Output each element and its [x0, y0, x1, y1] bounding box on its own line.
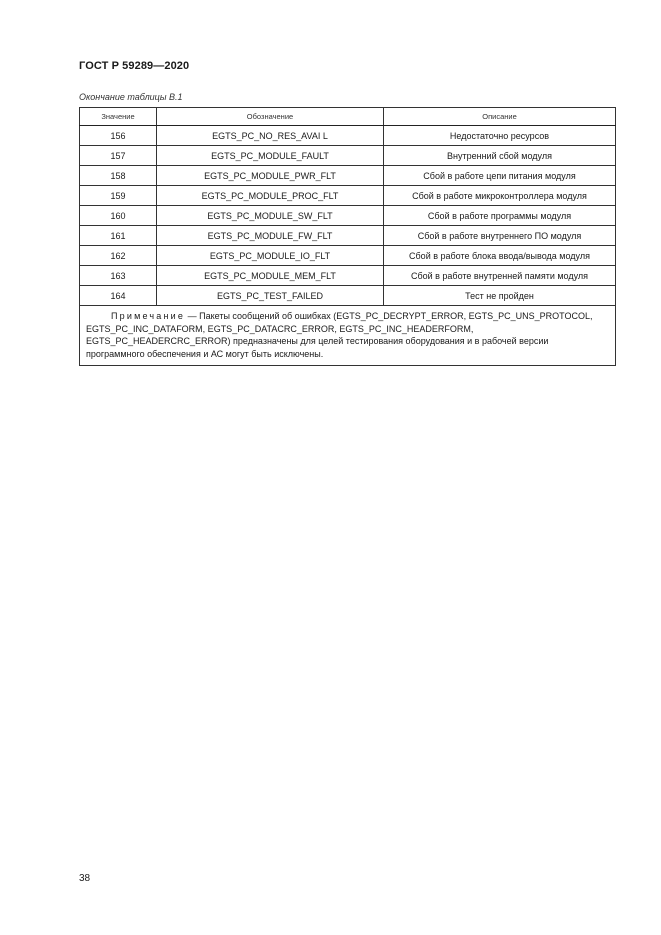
cell-description: Внутренний сбой модуля	[384, 146, 616, 166]
cell-value: 164	[80, 286, 157, 306]
column-header-value: Значение	[80, 108, 157, 126]
cell-code: EGTS_PC_MODULE_FAULT	[157, 146, 384, 166]
cell-code: EGTS_PC_MODULE_PWR_FLT	[157, 166, 384, 186]
cell-description: Сбой в работе микроконтроллера модуля	[384, 186, 616, 206]
cell-value: 160	[80, 206, 157, 226]
cell-description: Сбой в работе цепи питания модуля	[384, 166, 616, 186]
cell-code: EGTS_PC_NO_RES_AVAI L	[157, 126, 384, 146]
cell-description: Тест не пройден	[384, 286, 616, 306]
table-container	[79, 107, 615, 366]
table-row	[80, 226, 616, 246]
cell-description: Сбой в работе программы модуля	[384, 206, 616, 226]
error-codes-table	[79, 107, 616, 366]
cell-value: 156	[80, 126, 157, 146]
table-row	[80, 126, 616, 146]
cell-code: EGTS_PC_MODULE_IO_FLT	[157, 246, 384, 266]
table-row	[80, 166, 616, 186]
table-row	[80, 206, 616, 226]
cell-value: 158	[80, 166, 157, 186]
column-header-description: Описание	[384, 108, 616, 126]
cell-value: 161	[80, 226, 157, 246]
document-header: ГОСТ Р 59289—2020	[79, 60, 190, 72]
cell-description: Сбой в работе внутренней памяти модуля	[384, 266, 616, 286]
cell-description: Сбой в работе блока ввода/вывода модуля	[384, 246, 616, 266]
cell-code: EGTS_PC_MODULE_PROC_FLT	[157, 186, 384, 206]
table-caption: Окончание таблицы В.1	[79, 92, 183, 102]
cell-value: 159	[80, 186, 157, 206]
column-header-code: Обозначение	[157, 108, 384, 126]
note-label: Примечание	[111, 311, 186, 321]
cell-description: Недостаточно ресурсов	[384, 126, 616, 146]
table-row	[80, 266, 616, 286]
table-row	[80, 286, 616, 306]
cell-description: Сбой в работе внутреннего ПО модуля	[384, 226, 616, 246]
cell-value: 157	[80, 146, 157, 166]
cell-code: EGTS_PC_MODULE_FW_FLT	[157, 226, 384, 246]
table-note	[80, 306, 616, 366]
table-note-row	[80, 306, 616, 366]
table-header-row	[80, 108, 616, 126]
table-row	[80, 186, 616, 206]
cell-value: 162	[80, 246, 157, 266]
cell-code: EGTS_PC_TEST_FAILED	[157, 286, 384, 306]
note-text: — Пакеты сообщений об ошибках (EGTS_PC_DECRYPT_ERROR, EGTS_PC_UNS_PROTOCOL, EGTS_PC_INC_DATAFORM, EGTS_PC_DATACRC_ERROR, EGTS_PC_INC_HEADERFORM, EGTS_PC_HEADERCRC_ERROR) предназначены для целей тестирования оборудования и в рабочей версии программного обеспечения и АС могут быть исключены.	[86, 311, 593, 359]
cell-value: 163	[80, 266, 157, 286]
table-row	[80, 246, 616, 266]
cell-code: EGTS_PC_MODULE_MEM_FLT	[157, 266, 384, 286]
page-number: 38	[79, 873, 91, 884]
cell-code: EGTS_PC_MODULE_SW_FLT	[157, 206, 384, 226]
table-row	[80, 146, 616, 166]
